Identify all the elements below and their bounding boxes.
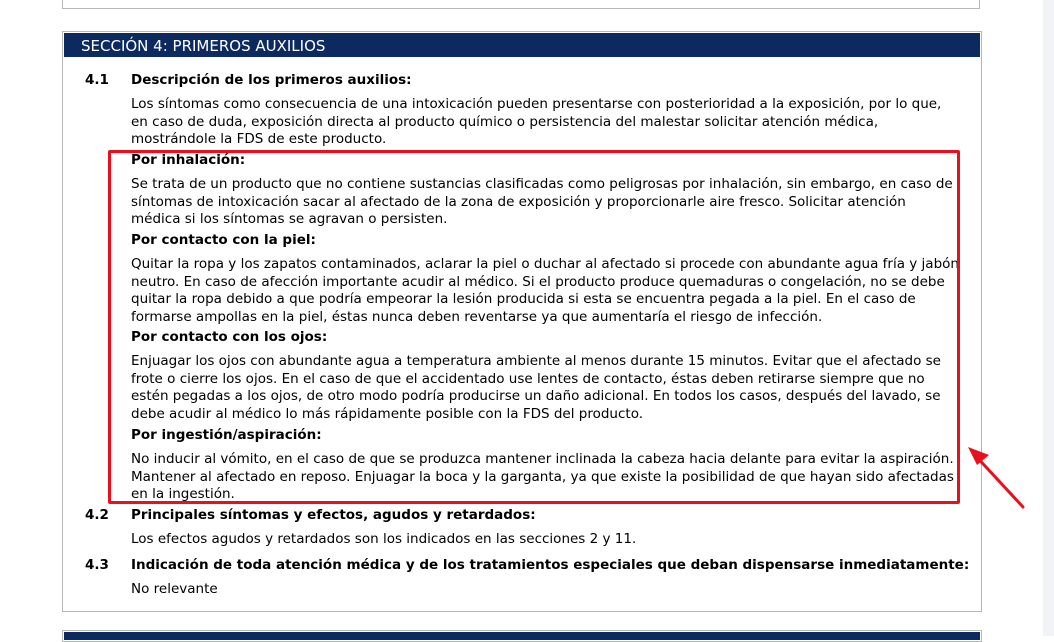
inhalation-heading: Por inhalación: xyxy=(131,152,246,168)
eye-contact-paragraph: Enjuagar los ojos con abundante agua a temperatura ambiente al menos durante 15 minutos. Evitar que el afectado se frote o cierre los ojos. En el caso de que el accidentado use lentes de contacto, éstas deben retirarse siempre que no estén pegadas a los ojos, de otro modo podría producirse un daño adicional. En todos los casos, después del lavado, se debe acudir al médico lo más rápidamente posible con la FDS del producto. xyxy=(131,353,941,422)
subsection-heading-4-2: Principales síntomas y efectos, agudos y retardados: xyxy=(131,507,536,523)
scrollbar-track[interactable] xyxy=(1043,0,1054,636)
section-header: SECCIÓN 4: PRIMEROS AUXILIOS xyxy=(64,33,980,57)
highlight-box xyxy=(108,150,960,504)
medical-attention-paragraph: No relevante xyxy=(131,581,218,597)
ingestion-heading: Por ingestión/aspiración: xyxy=(131,427,322,443)
skin-contact-heading: Por contacto con la piel: xyxy=(131,232,316,248)
subsection-heading-4-3: Indicación de toda atención médica y de los tratamientos especiales que deban dispensarse inmediatamente: xyxy=(131,557,970,573)
intro-paragraph: Los síntomas como consecuencia de una intoxicación pueden presentarse con posterioridad a la exposición, por lo que, en caso de duda, exposición directa al producto químico o persistencia del malestar solicitar atención médica, mostrándole la FDS de este producto. xyxy=(131,96,942,147)
subsection-number-4-1: 4.1 xyxy=(85,72,109,88)
subsection-number-4-2: 4.2 xyxy=(85,507,109,523)
next-section-header xyxy=(64,632,980,640)
previous-section-box xyxy=(62,0,980,9)
inhalation-paragraph: Se trata de un producto que no contiene sustancias clasificadas como peligrosas por inhalación, sin embargo, en caso de síntomas de intoxicación sacar al afectado de la zona de exposición y proporcionarle aire fresco. Solicitar atención médica si los síntomas se agravan o persisten. xyxy=(131,176,953,227)
subsection-heading-4-1: Descripción de los primeros auxilios: xyxy=(131,72,412,88)
ingestion-paragraph: No inducir al vómito, en el caso de que se produzca mantener inclinada la cabeza hacia delante para evitar la aspiración. Mantener al afectado en reposo. Enjuagar la boca y la garganta, ya que existe la posibilidad de que hayan sido afectadas en la ingestión. xyxy=(131,451,954,502)
arrow-icon xyxy=(965,445,1027,511)
subsection-number-4-3: 4.3 xyxy=(85,557,109,573)
skin-contact-paragraph: Quitar la ropa y los zapatos contaminados, aclarar la piel o duchar al afectado si procede con abundante agua fría y jabón neutro. En caso de afección importante acudir al médico. Si el producto produce quemaduras o congelación, no se debe quitar la ropa debido a que podría empeorar la lesión producida si esta se encuentra pegada a la piel. En el caso de formarse ampollas en la piel, éstas nunca deben reventarse ya que aumentaría el riesgo de infección. xyxy=(131,256,959,325)
symptoms-paragraph: Los efectos agudos y retardados son los indicados en las secciones 2 y 11. xyxy=(131,531,637,547)
eye-contact-heading: Por contacto con los ojos: xyxy=(131,329,328,345)
next-section-box xyxy=(62,630,982,642)
